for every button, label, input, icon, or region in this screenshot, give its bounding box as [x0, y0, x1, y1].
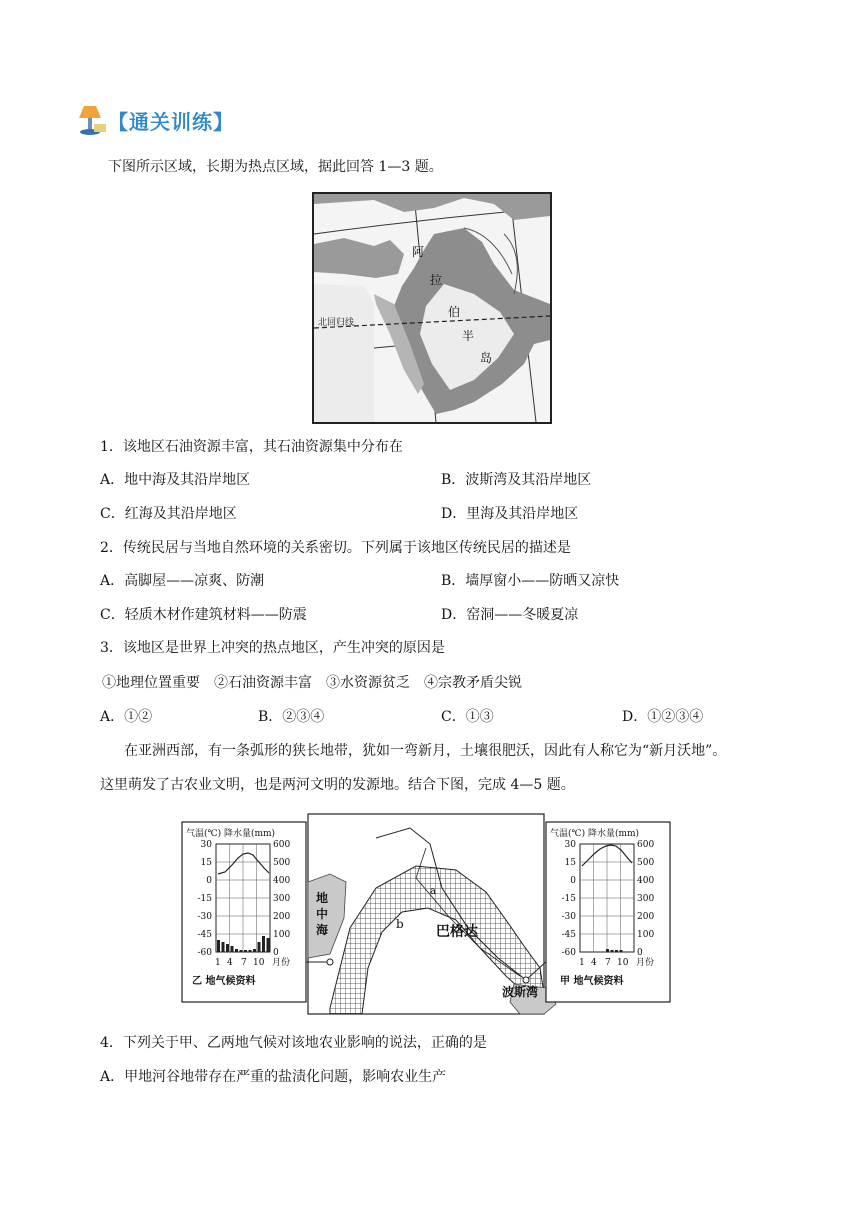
jia-month-tick-7: 7 — [605, 958, 611, 968]
intro-text-1: 下图所示区域，长期为热点区域，据此回答 1—3 题。 — [108, 159, 443, 175]
q3-option-b: B．②③④ — [258, 709, 325, 725]
q1-option-b: B．波斯湾及其沿岸地区 — [441, 472, 592, 488]
map1-label-la: 拉 — [430, 273, 443, 287]
yi-temp-tick-m60: -60 — [197, 948, 212, 958]
sea-label-hai: 海 — [316, 923, 329, 937]
q3-option-c: C．①③ — [441, 709, 494, 725]
jia-temp-tick-m45: -45 — [561, 930, 576, 940]
jia-month-unit: 月份 — [636, 958, 655, 968]
yi-temp-tick-m30: -30 — [197, 912, 212, 922]
yi-temp-tick-30: 30 — [200, 840, 212, 850]
baghdad-label: 巴格达 — [436, 924, 478, 940]
q2-option-a: A．高脚屋——凉爽、防潮 — [100, 573, 265, 589]
question-1-stem: 1．该地区石油资源丰富，其石油资源集中分布在 — [100, 439, 403, 455]
q3-option-a: A．①② — [100, 709, 153, 725]
sea-label-di: 地 — [316, 891, 329, 905]
yi-temp-tick-m45: -45 — [197, 930, 212, 940]
jia-temp-tick-m60: -60 — [561, 948, 576, 958]
yi-temp-tick-15: 15 — [200, 858, 212, 868]
q2-option-d: D．窑洞——冬暖夏凉 — [441, 607, 579, 623]
yi-month-tick-7: 7 — [241, 958, 247, 968]
q4-option-a: A．甲地河谷地带存在严重的盐渍化问题，影响农业生产 — [100, 1069, 447, 1085]
jia-precip-tick-400: 400 — [637, 876, 655, 886]
question-3-stem: 3．该地区是世界上冲突的热点地区，产生冲突的原因是 — [100, 640, 445, 656]
jia-temp-tick-15: 15 — [564, 858, 576, 868]
yi-month-tick-4: 4 — [227, 958, 233, 968]
persian-gulf-label: 波斯湾 — [502, 985, 539, 999]
jia-precip-tick-0: 0 — [637, 948, 643, 958]
jia-temp-tick-30: 30 — [564, 840, 576, 850]
sea-label-zhong: 中 — [316, 907, 329, 921]
jia-month-tick-1: 1 — [579, 958, 585, 968]
q1-option-a: A．地中海及其沿岸地区 — [100, 472, 251, 488]
jia-precip-tick-300: 300 — [637, 894, 655, 904]
question-4-stem: 4．下列关于甲、乙两地气候对该地农业影响的说法，正确的是 — [100, 1035, 487, 1051]
jia-chart-caption: 甲 地气候资料 — [560, 976, 624, 987]
point-b-label: b — [396, 917, 404, 931]
map1-label-ban: 半 — [462, 329, 475, 343]
yi-precip-tick-400: 400 — [273, 876, 291, 886]
yi-month-tick-1: 1 — [215, 958, 221, 968]
climate-chart-yi — [182, 822, 306, 1002]
jia-precip-tick-600: 600 — [637, 840, 655, 850]
yi-month-unit: 月份 — [272, 958, 291, 968]
yi-precip-tick-300: 300 — [273, 894, 291, 904]
map1-label-a: 阿 — [412, 245, 425, 259]
climate-chart-jia — [546, 822, 670, 1002]
point-a-label: a — [430, 886, 436, 897]
map1-label-bo: 伯 — [448, 305, 461, 319]
yi-temp-tick-m15: -15 — [197, 894, 212, 904]
tropic-label: 北回归线 — [318, 318, 355, 328]
yi-precip-tick-600: 600 — [273, 840, 291, 850]
jia-month-tick-10: 10 — [617, 958, 629, 968]
yi-precip-tick-0: 0 — [273, 948, 279, 958]
yi-precip-tick-200: 200 — [273, 912, 291, 922]
intro-text-2-line-2: 这里萌发了古农业文明，也是两河文明的发源地。结合下图，完成 4—5 题。 — [100, 777, 575, 793]
jia-precip-tick-200: 200 — [637, 912, 655, 922]
q1-option-c: C．红海及其沿岸地区 — [100, 506, 237, 522]
q1-option-d: D．里海及其沿岸地区 — [441, 506, 579, 522]
q3-sub-items: ①地理位置重要 ②石油资源丰富 ③水资源贫乏 ④宗教矛盾尖锐 — [102, 675, 522, 691]
q2-option-c: C．轻质木材作建筑材料——防震 — [100, 607, 307, 623]
q2-option-b: B．墙厚窗小——防晒又凉快 — [441, 573, 620, 589]
jia-month-tick-4: 4 — [591, 958, 597, 968]
jia-precip-tick-100: 100 — [637, 930, 655, 940]
jia-temp-tick-m15: -15 — [561, 894, 576, 904]
jia-temp-tick-m30: -30 — [561, 912, 576, 922]
middle-east-map — [312, 192, 552, 424]
jia-precip-tick-500: 500 — [637, 858, 655, 868]
map1-label-dao: 岛 — [480, 351, 493, 365]
lamp-icon — [78, 102, 108, 138]
section-title: 【通关训练】 — [108, 109, 234, 134]
intro-text-2-line-1: 在亚洲西部，有一条弧形的狭长地带，犹如一弯新月，土壤很肥沃，因此有人称它为“新月沃地”。 — [124, 743, 727, 759]
fertile-crescent-figure — [180, 808, 680, 1018]
yi-chart-header: 气温(℃) 降水量(mm) — [186, 829, 276, 839]
question-2-stem: 2．传统民居与当地自然环境的关系密切。下列属于该地区传统民居的描述是 — [100, 540, 571, 556]
jia-chart-header: 气温(℃) 降水量(mm) — [550, 829, 640, 839]
yi-temp-tick-0: 0 — [206, 876, 212, 886]
yi-chart-caption: 乙 地气候资料 — [192, 976, 256, 987]
yi-precip-tick-100: 100 — [273, 930, 291, 940]
jia-temp-tick-0: 0 — [570, 876, 576, 886]
q3-option-d: D．①②③④ — [622, 709, 704, 725]
yi-precip-tick-500: 500 — [273, 858, 291, 868]
yi-month-tick-10: 10 — [253, 958, 265, 968]
section-header — [78, 100, 234, 140]
